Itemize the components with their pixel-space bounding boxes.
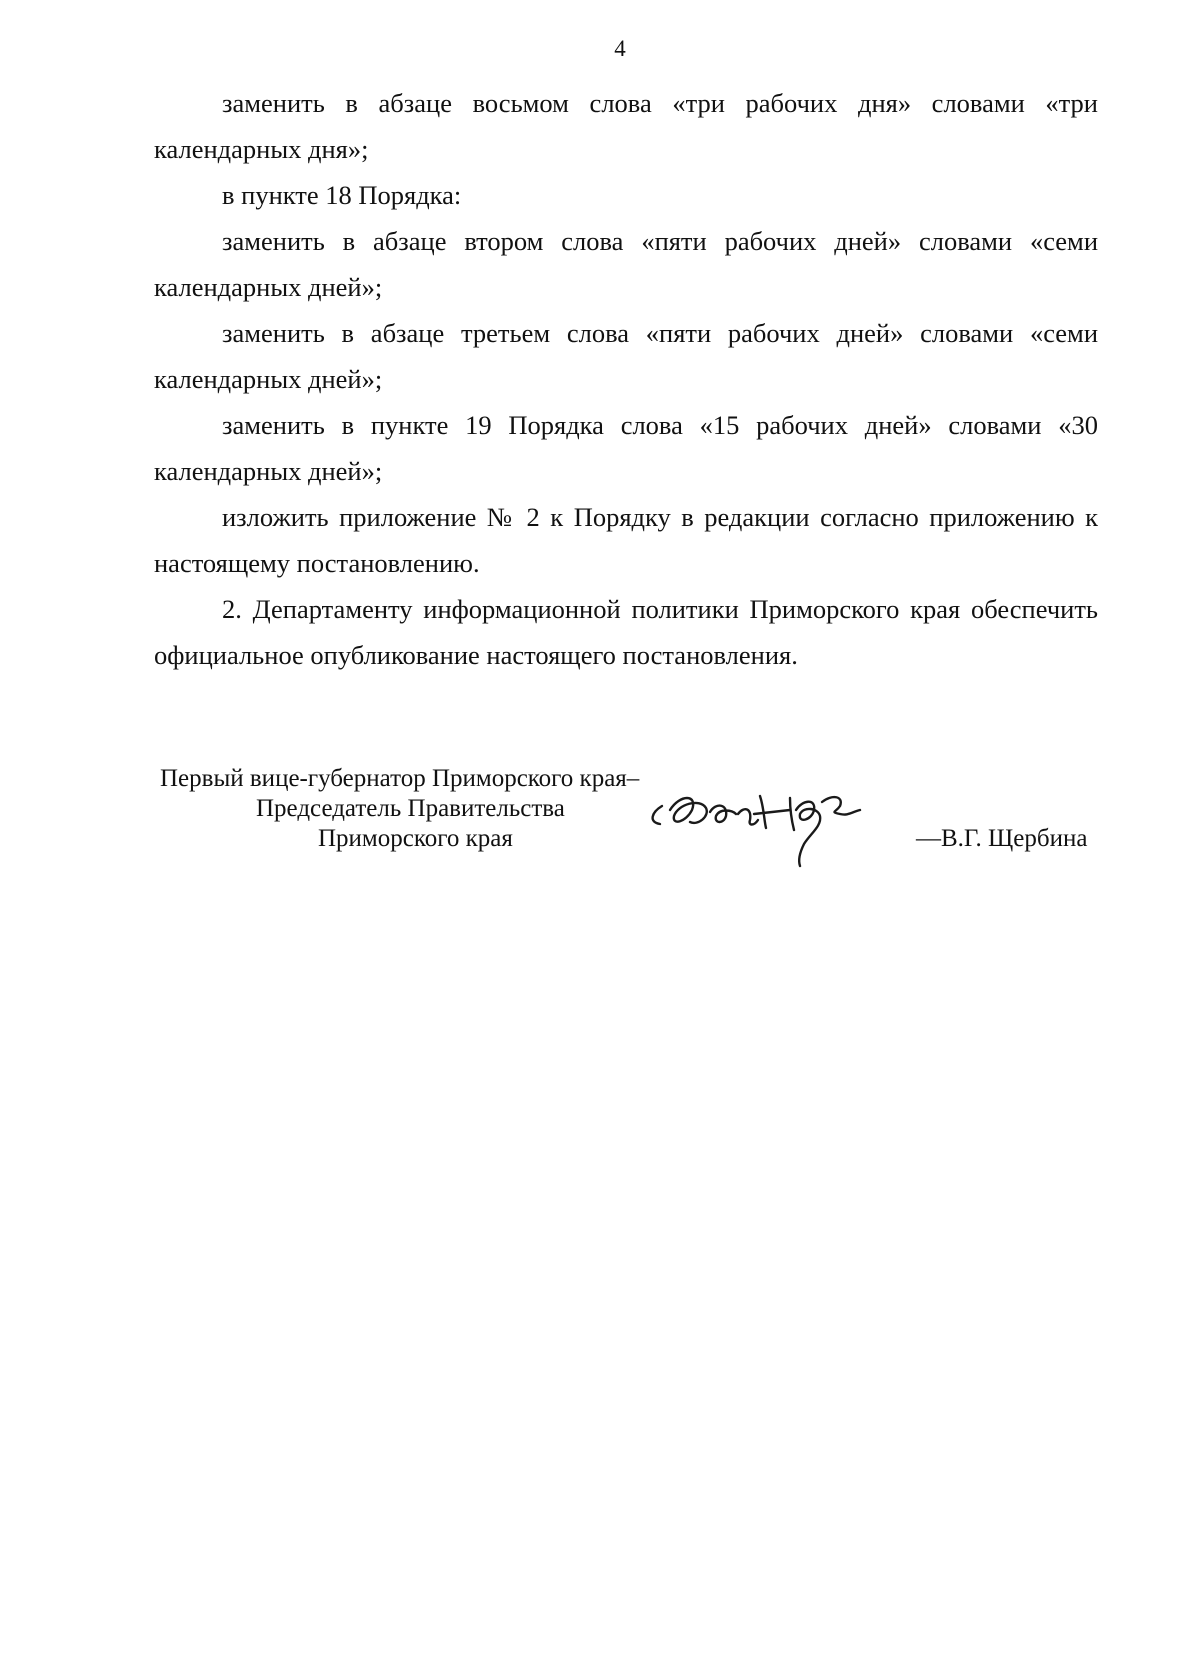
paragraph-4: заменить в абзаце третьем слова «пяти рабочих дней» словами «семи календарных дней»;	[154, 318, 1098, 394]
paragraph-5: заменить в пункте 19 Порядка слова «15 рабочих дней» словами «30 календарных дней»;	[154, 410, 1098, 486]
document-body	[154, 80, 1098, 678]
paragraph-2: в пункте 18 Порядка:	[222, 180, 462, 210]
signatory-name: —В.Г. Щербина	[916, 825, 1088, 852]
handwritten-signature	[640, 780, 930, 875]
signatory-title-line-2: Председатель Правительства	[256, 795, 565, 822]
paragraph-7: 2. Департаменту информационной политики Приморского края обеспечить официальное опубликование настоящего постановления.	[154, 594, 1098, 670]
signatory-title-line-1: Первый вице-губернатор Приморского края–	[160, 765, 640, 792]
paragraph-1: заменить в абзаце восьмом слова «три рабочих дня» словами «три календарных дня»;	[154, 88, 1098, 164]
paragraph-3: заменить в абзаце втором слова «пяти рабочих дней» словами «семи календарных дней»;	[154, 226, 1098, 302]
page-number: 4	[614, 36, 626, 61]
signatory-title-line-3: Приморского края	[318, 825, 513, 852]
paragraph-6: изложить приложение № 2 к Порядку в редакции согласно приложению к настоящему постановлению.	[154, 502, 1098, 578]
